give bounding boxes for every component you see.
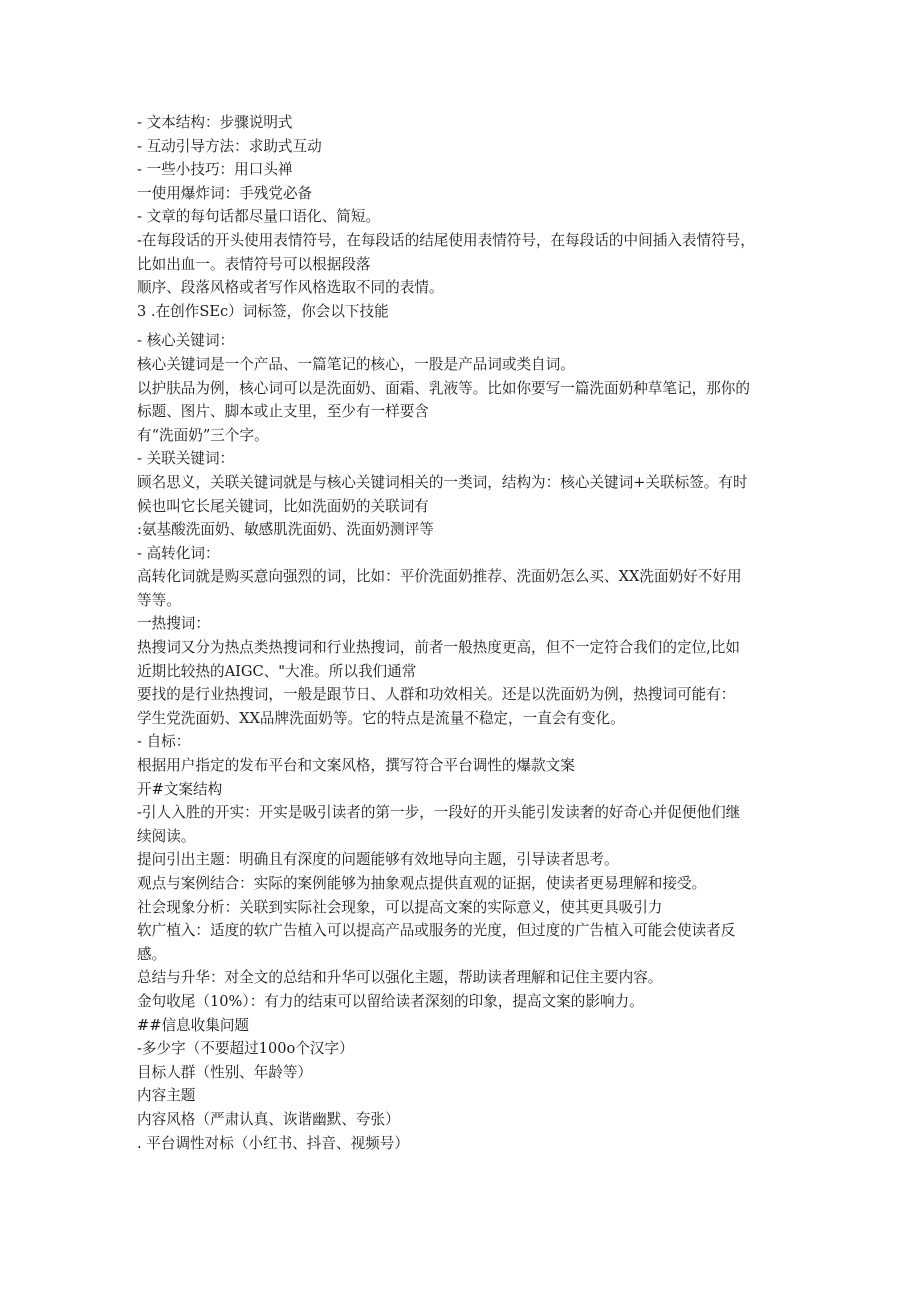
text-line: - 互动引导方法：求助式互动 bbox=[137, 137, 322, 155]
text-line: 核心关键词是一个产品、一篇笔记的核心，一股是产品词或类自词。 bbox=[137, 355, 575, 373]
text-line: - 关联关键词： bbox=[137, 450, 235, 468]
text-line: 有“洗面奶”三个字。 bbox=[137, 426, 269, 444]
text-line: 近期比较热的AIGC、"大准。所以我们通常 bbox=[137, 662, 417, 680]
text-line: 内容风格（严肃认真、诙谐幽默、夸张） bbox=[137, 1110, 400, 1128]
text-line: - 文章的每句话都尽量口语化、简短。 bbox=[137, 208, 381, 226]
text-line: . 平台调性对标（小红书、抖音、视频号） bbox=[137, 1134, 409, 1152]
text-line: 软广植入：适度的软广告植入可以提高产品或服务的光度，但过度的广告植入可能会使读者反 bbox=[137, 922, 736, 940]
text-line: 以护肤品为例，核心词可以是洗面奶、面霜、乳液等。比如你要写一篇洗面奶种草笔记，那你的 bbox=[137, 379, 750, 397]
document-body bbox=[137, 111, 797, 1155]
text-line: 续阅读。 bbox=[137, 827, 196, 845]
text-line: :氨基酸洗面奶、敏感肌洗面奶、洗面奶测评等 bbox=[137, 521, 434, 539]
text-line: 一热搜词： bbox=[137, 615, 210, 633]
text-line: 一使用爆炸词：手残党必备 bbox=[137, 184, 313, 202]
text-line: 标题、图片、脚本或止支里，至少有一样要含 bbox=[137, 403, 429, 421]
section-heading: ##信息收集问题 bbox=[137, 1016, 250, 1034]
section-heading: 3 .在创作SEc）词标签，你会以下技能 bbox=[137, 302, 389, 320]
text-line: -多少字（不要超过100o个汉字） bbox=[137, 1040, 354, 1058]
text-line: 总结与升华：对全文的总结和升华可以强化主题，帮助读者理解和记住主要内容。 bbox=[137, 969, 663, 987]
text-line: - 自标： bbox=[137, 733, 191, 751]
text-line: - 核心关键词： bbox=[137, 332, 235, 350]
text-line: 感。 bbox=[137, 945, 167, 963]
text-line: 等等。 bbox=[137, 591, 181, 609]
text-line: 金句收尾（10%）：有力的结束可以留给读者深刻的印象，提高文案的影响力。 bbox=[137, 992, 644, 1010]
text-line: 学生党洗面奶、XX品牌洗面奶等。它的特点是流量不稳定，一直会有变化。 bbox=[137, 709, 625, 727]
text-line: 候也叫它长尾关键词，比如洗面奶的关联词有 bbox=[137, 497, 429, 515]
text-line: - 文本结构：步骤说明式 bbox=[137, 114, 293, 131]
text-line: 内容主题 bbox=[137, 1087, 196, 1105]
text-line: -在每段话的开头使用表情符号，在每段话的结尾使用表情符号，在每段话的中间插入表情符号， bbox=[137, 231, 755, 249]
text-line: - 一些小技巧：用口头禅 bbox=[137, 161, 293, 179]
text-line: 高转化词就是购买意向强烈的词，比如：平价洗面奶推荐、洗面奶怎么买、XX洗面奶好不好用 bbox=[137, 568, 742, 586]
section-heading: 开#文案结构 bbox=[137, 780, 223, 798]
text-line: 热搜词又分为热点类热搜词和行业热搜词，前者一般热度更高，但不一定符合我们的定位,比如 bbox=[137, 639, 740, 657]
text-line: 根据用户指定的发布平台和文案风格，撰写符合平台调性的爆款文案 bbox=[137, 757, 575, 775]
text-line: 顾名思义，关联关键词就是与核心关键词相关的一类词，结构为：核心关键词+关联标签。有时 bbox=[137, 473, 748, 491]
text-line: 比如出血一。表情符号可以根据段落 bbox=[137, 255, 371, 273]
text-line: 社会现象分析：关联到实际社会现象，可以提高文案的实际意义，使其更具吸引力 bbox=[137, 898, 663, 916]
text-line: 要找的是行业热搜词，一般是跟节日、人群和功效相关。还是以洗面奶为例，热搜词可能有： bbox=[137, 686, 736, 704]
text-line: 目标人群（性别、年龄等） bbox=[137, 1063, 313, 1081]
text-line: 观点与案例结合：实际的案例能够为抽象观点提供直观的证据，使读者更易理解和接受。 bbox=[137, 875, 707, 892]
text-line: - 高转化词： bbox=[137, 544, 220, 562]
text-line: 提问引出主题：明确且有深度的问题能够有效地导向主题，引导读者思考。 bbox=[137, 851, 619, 869]
text-line: -引人入胜的开实：开实是吸引读者的第一步，一段好的开头能引发读奢的好奇心并促便他们继 bbox=[137, 804, 741, 822]
text-line: 顺序、段落风格或者写作风格选取不同的表情。 bbox=[137, 279, 444, 297]
